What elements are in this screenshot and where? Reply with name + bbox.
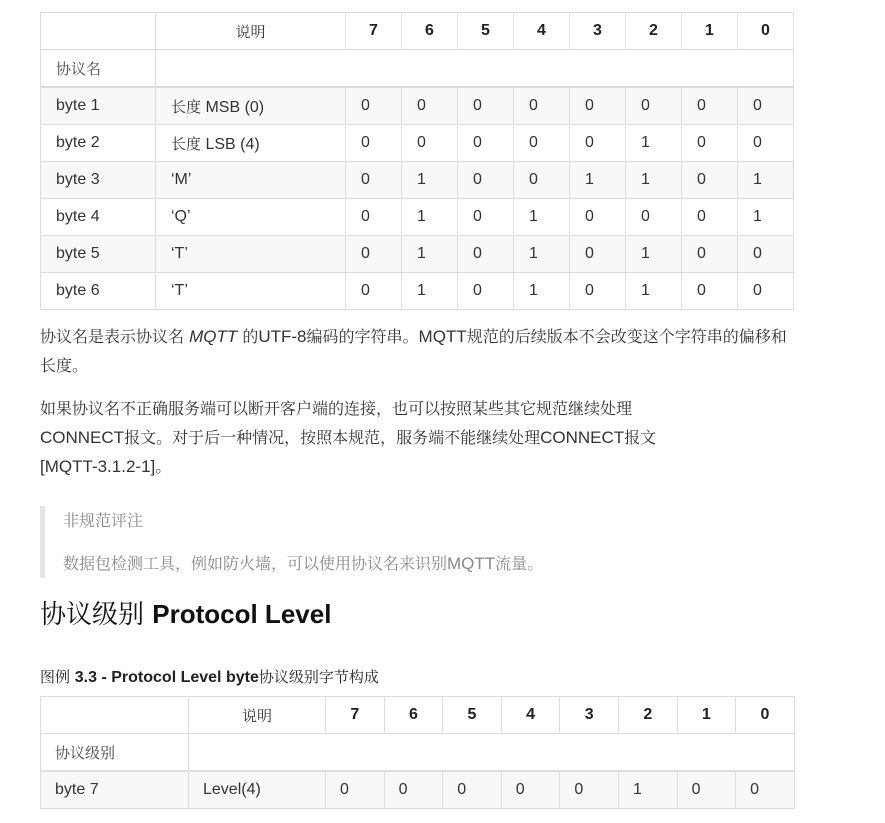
bit-value: 0	[570, 199, 626, 236]
bit-value: 1	[618, 771, 677, 809]
table-row	[41, 273, 794, 310]
bit-header: 2	[626, 13, 682, 50]
group-label-row	[41, 734, 795, 772]
byte-description: ‘M’	[156, 162, 346, 199]
bit-value: 0	[346, 87, 402, 125]
bit-value: 0	[458, 199, 514, 236]
table-row	[41, 125, 794, 162]
bit-value: 0	[346, 162, 402, 199]
note-title: 非规范评注	[63, 511, 144, 530]
bit-header: 6	[384, 697, 443, 734]
figure-caption: 图例 3.3 - Protocol Level byte协议级别字节构成	[40, 668, 379, 686]
byte-description: Level(4)	[189, 771, 326, 809]
byte-label: byte 2	[41, 125, 156, 162]
table-row	[41, 771, 795, 809]
bit-value: 1	[402, 162, 458, 199]
bit-value: 0	[682, 236, 738, 273]
bit-header: 0	[738, 13, 794, 50]
table-header-row	[41, 697, 795, 734]
bit-value: 0	[738, 236, 794, 273]
bit-header: 7	[326, 697, 385, 734]
bit-header: 1	[682, 13, 738, 50]
bit-value: 0	[682, 87, 738, 125]
bit-value: 0	[458, 236, 514, 273]
bit-value: 0	[443, 771, 502, 809]
bit-value: 0	[677, 771, 736, 809]
bit-header: 7	[346, 13, 402, 50]
table-row	[41, 87, 794, 125]
byte-description: 长度 LSB (4)	[156, 125, 346, 162]
bit-value: 1	[738, 199, 794, 236]
table-row	[41, 199, 794, 236]
bit-value: 0	[514, 162, 570, 199]
bit-value: 1	[626, 125, 682, 162]
bit-value: 0	[514, 87, 570, 125]
bit-header: 4	[501, 697, 560, 734]
bit-value: 0	[738, 273, 794, 310]
bit-value: 0	[560, 771, 619, 809]
bit-header: 5	[458, 13, 514, 50]
bit-value: 0	[682, 199, 738, 236]
bit-value: 1	[626, 236, 682, 273]
bit-value: 1	[626, 162, 682, 199]
bit-value: 1	[514, 199, 570, 236]
bit-value: 0	[570, 87, 626, 125]
bit-value: 0	[570, 125, 626, 162]
bit-value: 0	[458, 87, 514, 125]
bit-value: 1	[402, 236, 458, 273]
bit-header: 2	[618, 697, 677, 734]
group-label: 协议级别	[41, 734, 189, 772]
description-header: 说明	[156, 13, 346, 50]
table-header-row	[41, 13, 794, 50]
empty-cell	[189, 734, 795, 772]
empty-cell	[156, 50, 794, 88]
incorrect-protocol-name-paragraph: 如果协议名不正确服务端可以断开客户端的连接，也可以按照某些其它规范继续处理 CONNECT报文。对于后一种情况，按照本规范，服务端不能继续处理CONNECT报文 [MQTT-3.1.2-1]。	[40, 399, 657, 476]
bit-header: 4	[514, 13, 570, 50]
byte-description: ‘T’	[156, 236, 346, 273]
bit-value: 0	[402, 87, 458, 125]
bit-value: 0	[570, 273, 626, 310]
bit-value: 0	[682, 162, 738, 199]
byte-label: byte 4	[41, 199, 156, 236]
bit-header: 6	[402, 13, 458, 50]
bit-value: 0	[458, 125, 514, 162]
byte-label: byte 5	[41, 236, 156, 273]
byte-label: byte 7	[41, 771, 189, 809]
group-label-row	[41, 50, 794, 88]
bit-value: 0	[738, 125, 794, 162]
bit-value: 0	[626, 87, 682, 125]
document-page	[40, 12, 800, 798]
bit-value: 1	[514, 236, 570, 273]
byte-description: ‘T’	[156, 273, 346, 310]
bit-value: 0	[626, 199, 682, 236]
section-heading: 协议级别 Protocol Level	[40, 599, 332, 630]
bit-header: 0	[736, 697, 795, 734]
bit-value: 1	[514, 273, 570, 310]
bit-value: 0	[736, 771, 795, 809]
protocol-name-paragraph: 协议名是表示协议名 MQTT 的UTF-8编码的字符串。MQTT规范的后续版本不会改变这个字符串的偏移和长度。	[40, 327, 787, 375]
bit-header: 1	[677, 697, 736, 734]
protocol-level-table	[40, 696, 795, 809]
note-body: 数据包检测工具，例如防火墙，可以使用协议名来识别MQTT流量。	[63, 554, 544, 573]
byte-label: byte 3	[41, 162, 156, 199]
bit-value: 0	[682, 125, 738, 162]
bit-header: 3	[560, 697, 619, 734]
bit-value: 1	[626, 273, 682, 310]
bit-header: 5	[443, 697, 502, 734]
byte-description: ‘Q’	[156, 199, 346, 236]
bit-value: 0	[346, 236, 402, 273]
protocol-name-table	[40, 12, 794, 310]
bit-value: 0	[458, 273, 514, 310]
bit-value: 0	[326, 771, 385, 809]
table-row	[41, 236, 794, 273]
bit-value: 1	[402, 273, 458, 310]
bit-value: 1	[738, 162, 794, 199]
bit-value: 0	[682, 273, 738, 310]
bit-value: 1	[402, 199, 458, 236]
byte-label: byte 6	[41, 273, 156, 310]
bit-value: 1	[570, 162, 626, 199]
description-header: 说明	[189, 697, 326, 734]
bit-value: 0	[346, 273, 402, 310]
bit-value: 0	[346, 125, 402, 162]
bit-value: 0	[514, 125, 570, 162]
non-normative-note	[40, 506, 803, 578]
corner-cell	[41, 697, 189, 734]
bit-value: 0	[570, 236, 626, 273]
bit-value: 0	[384, 771, 443, 809]
corner-cell	[41, 13, 156, 50]
byte-description: 长度 MSB (0)	[156, 87, 346, 125]
table-row	[41, 162, 794, 199]
group-label: 协议名	[41, 50, 156, 88]
bit-value: 0	[458, 162, 514, 199]
bit-value: 0	[402, 125, 458, 162]
bit-value: 0	[501, 771, 560, 809]
spec-reference: [MQTT-3.1.2-1]	[40, 457, 156, 476]
bit-value: 0	[738, 87, 794, 125]
bit-header: 3	[570, 13, 626, 50]
bit-value: 0	[346, 199, 402, 236]
byte-label: byte 1	[41, 87, 156, 125]
